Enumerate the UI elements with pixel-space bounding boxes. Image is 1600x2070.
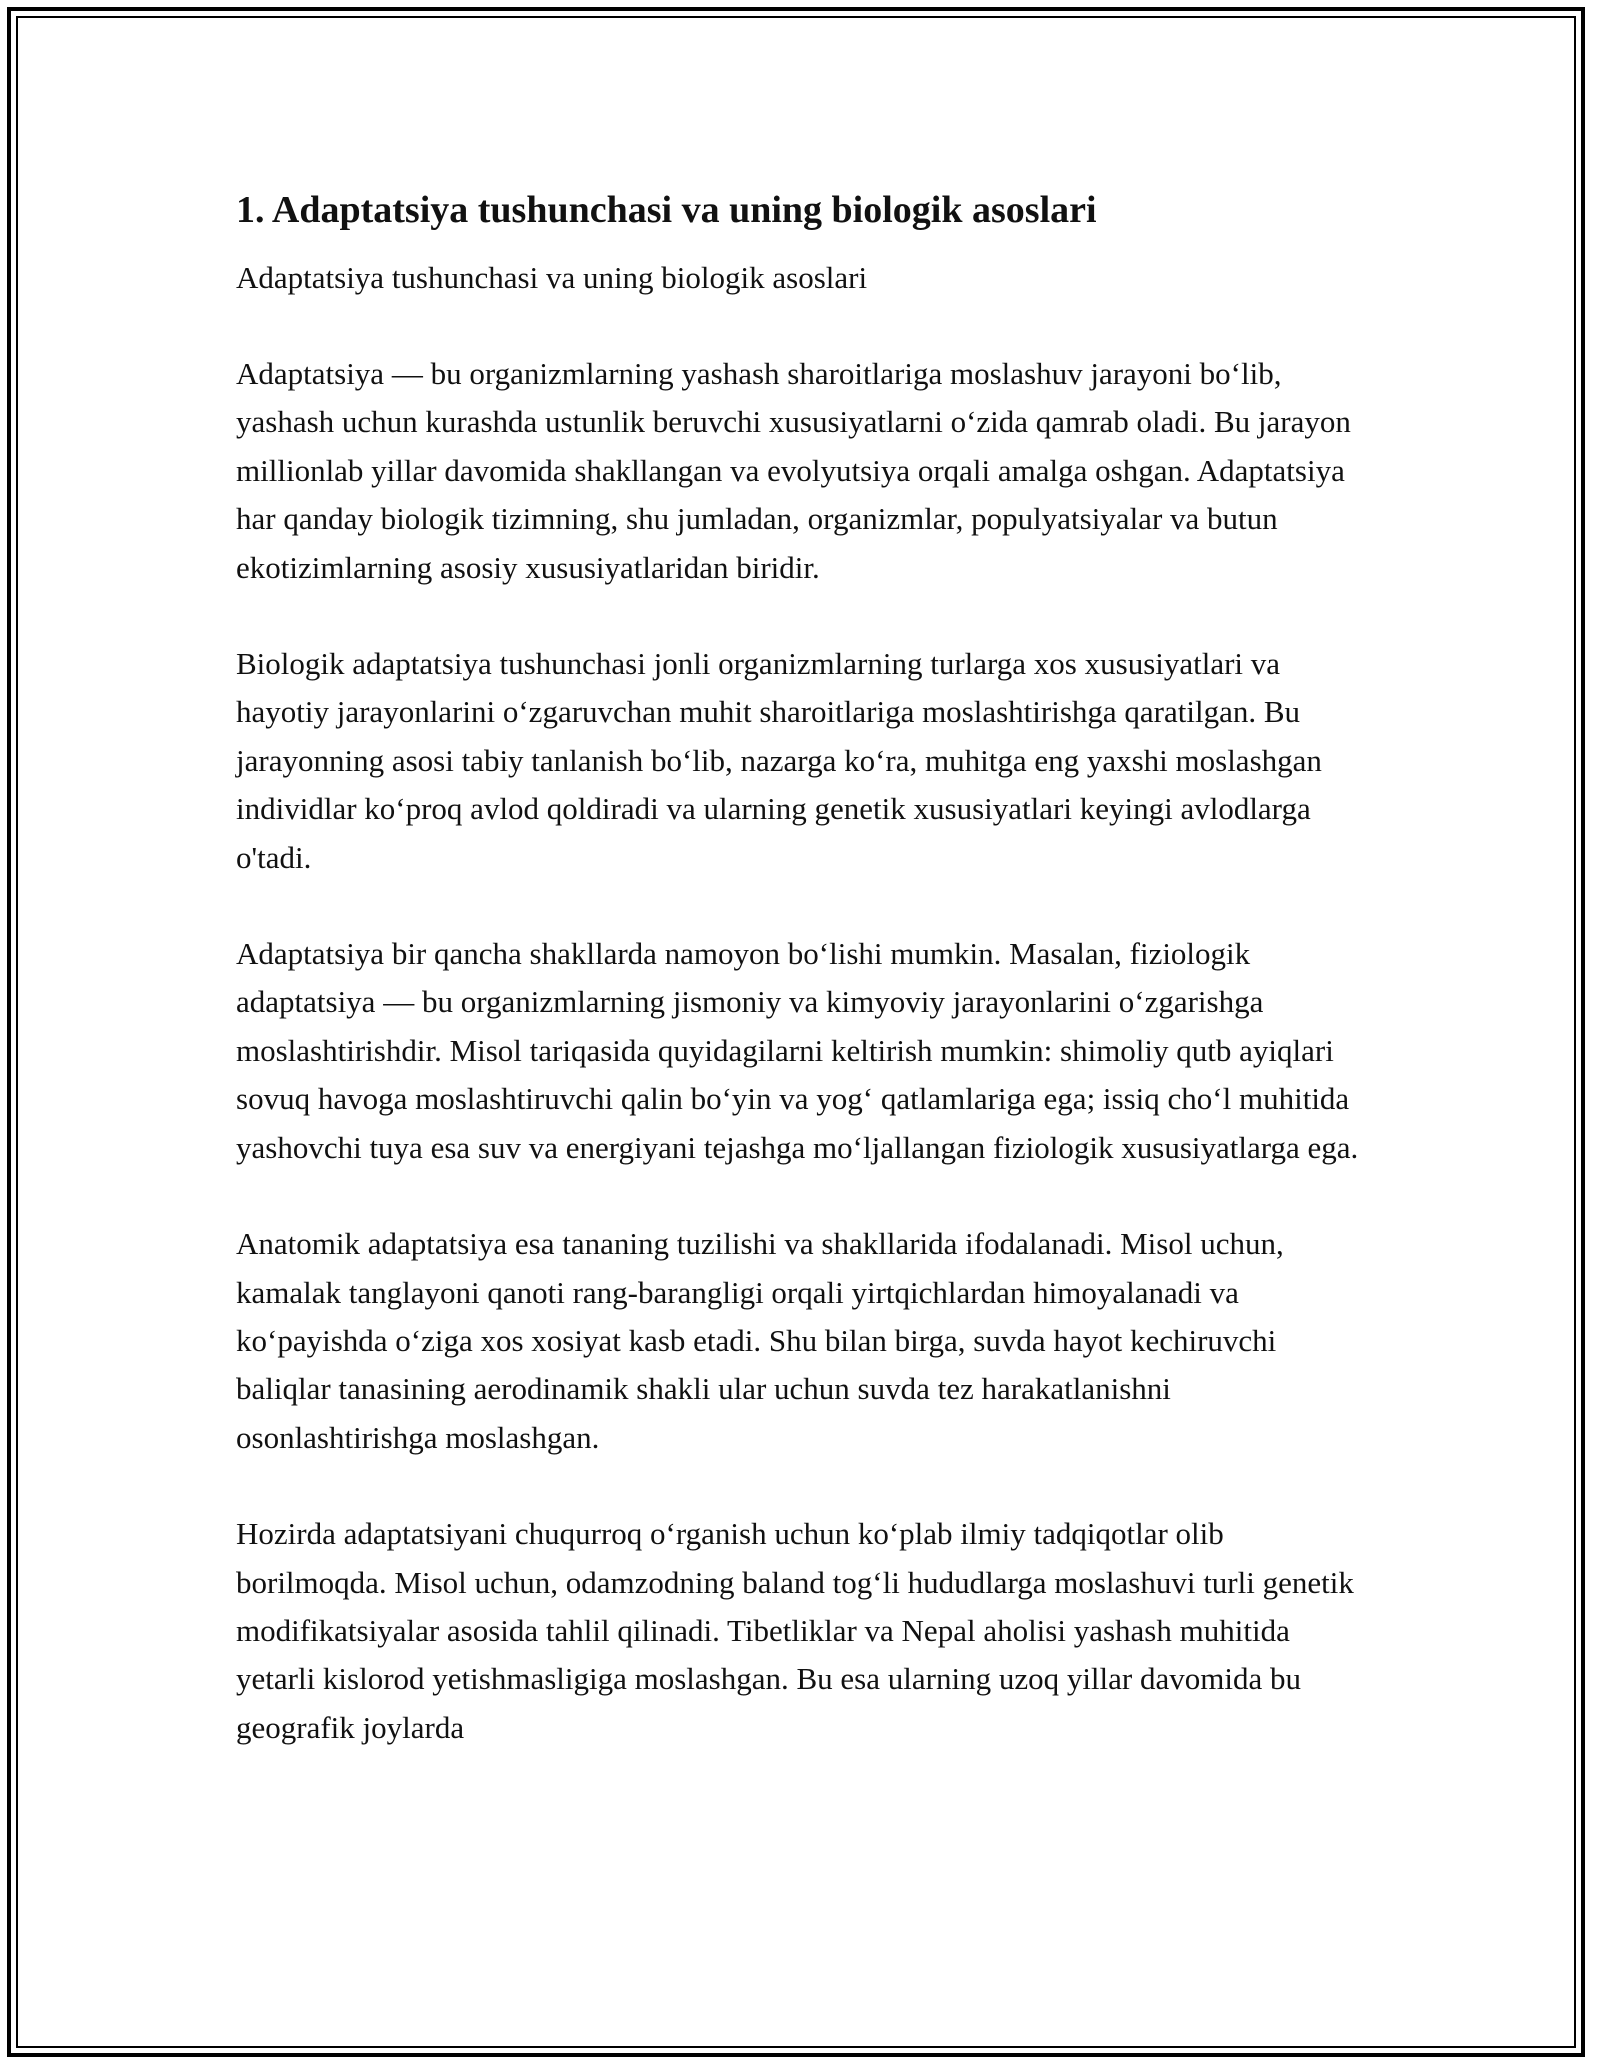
paragraph-1: Adaptatsiya — bu organizmlarning yashash sharoitlariga moslashuv jarayoni bo‘lib, yashash uchun kurashda ustunlik beruvchi xususiyatlarni o‘zida qamrab oladi. Bu jarayon millionlab yillar davomida shakllangan va evolyutsiya orqali amalga oshgan. Adaptatsiya har qanday biologik tizimning, shu jumladan, organizmlar, populyatsiyalar va butun ekotizimlarning asosiy xususiyatlaridan biridir. xyxy=(236,356,1351,585)
document-subtitle: Adaptatsiya tushunchasi va uning biologik asoslari xyxy=(236,260,868,295)
document-title: 1. Adaptatsiya tushunchasi va uning biologik asoslari xyxy=(236,189,1097,231)
paragraph-2: Biologik adaptatsiya tushunchasi jonli organizmlarning turlarga xos xususiyatlari va hayotiy jarayonlarini o‘zgaruvchan muhit sharoitlariga moslashtirishga qaratilgan. Bu jarayonning asosi tabiy tanlanish bo‘lib, nazarga ko‘ra, muhitga eng yaxshi moslashgan individlar ko‘proq avlod qoldiradi va ularning genetik xususiyatlari keyingi avlodlarga o'tadi. xyxy=(236,646,1322,875)
paragraph-5: Hozirda adaptatsiyani chuqurroq o‘rganish uchun ko‘plab ilmiy tadqiqotlar olib borilmoqda. Misol uchun, odamzodning baland tog‘li hududlarga moslashuvi turli genetik modifikatsiyalar asosida tahlil qilinadi. Tibetliklar va Nepal aholisi yashash muhitida yetarli kislorod yetishmasligiga moslashgan. Bu esa ularning uzoq yillar davomida bu geografik joylarda xyxy=(236,1516,1354,1745)
paragraph-3: Adaptatsiya bir qancha shakllarda namoyon bo‘lishi mumkin. Masalan, fiziologik adaptatsiya — bu organizmlarning jismoniy va kimyoviy jarayonlarini o‘zgarishga moslashtirishdir. Misol tariqasida quyidagilarni keltirish mumkin: shimoliy qutb ayiqlari sovuq havoga moslashtiruvchi qalin bo‘yin va yog‘ qatlamlariga ega; issiq cho‘l muhitida yashovchi tuya esa suv va energiyani tejashga mo‘ljallangan fiziologik xususiyatlarga ega. xyxy=(236,936,1359,1165)
paragraph-4: Anatomik adaptatsiya esa tananing tuzilishi va shakllarida ifodalanadi. Misol uchun, kamalak tanglayoni qanoti rang-barangligi orqali yirtqichlardan himoyalanadi va ko‘payishda o‘ziga xos xosiyat kasb etadi. Shu bilan birga, suvda hayot kechiruvchi baliqlar tanasining aerodinamik shakli ular uchun suvda tez harakatlanishni osonlashtirishga moslashgan. xyxy=(236,1226,1284,1455)
document-body xyxy=(236,186,1372,1752)
